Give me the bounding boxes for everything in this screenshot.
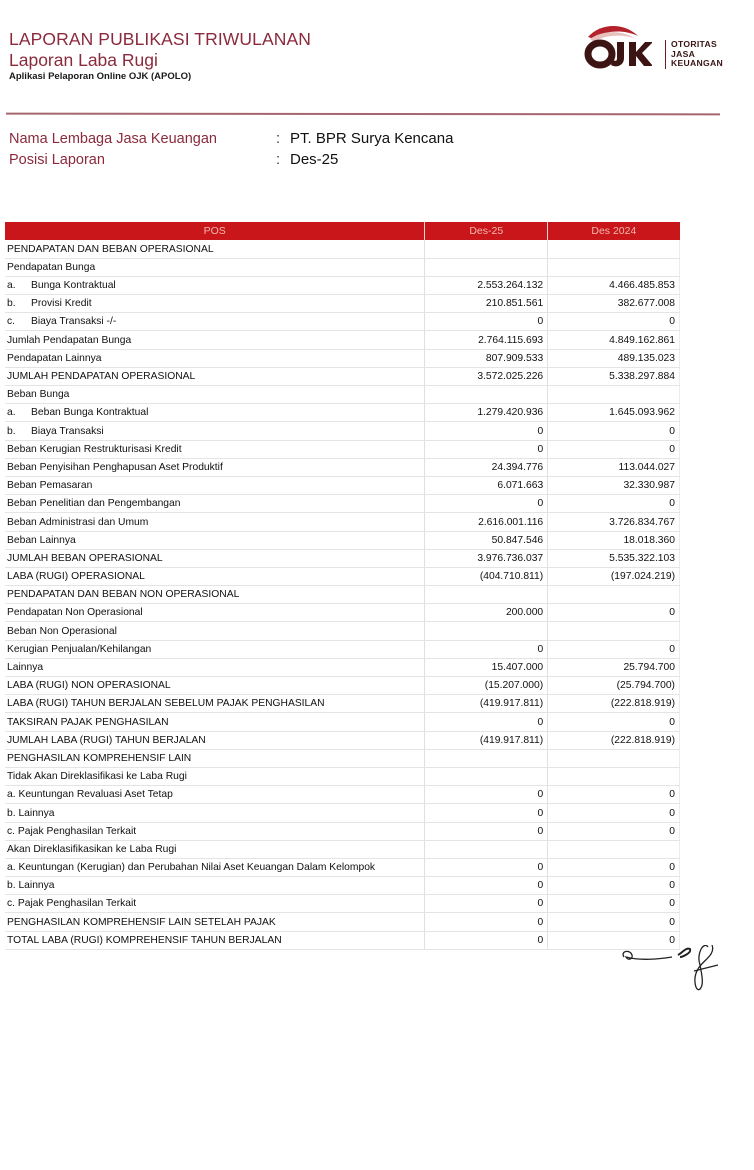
separator: : xyxy=(276,151,281,168)
table-row xyxy=(5,640,680,658)
position-value: Des-25 xyxy=(290,151,339,168)
row-label: b. Lainnya xyxy=(7,880,55,892)
table-row xyxy=(5,822,680,840)
row-label: LABA (RUGI) NON OPERASIONAL xyxy=(7,680,171,692)
report-subtitle: Laporan Laba Rugi xyxy=(9,50,158,70)
row-label-cell xyxy=(5,531,425,549)
table-row xyxy=(5,749,680,767)
value-previous: 0 xyxy=(548,313,680,331)
value-previous: 0 xyxy=(548,913,680,931)
row-label: LABA (RUGI) OPERASIONAL xyxy=(7,571,145,583)
table-row xyxy=(5,695,680,713)
row-label: Lainnya xyxy=(7,662,44,673)
table-row xyxy=(5,367,680,385)
value-current: 3.976.736.037 xyxy=(425,549,548,567)
row-label: Beban Bunga xyxy=(7,389,70,401)
value-previous: 5.535.322.103 xyxy=(548,549,680,567)
row-label: LABA (RUGI) TAHUN BERJALAN SEBELUM PAJAK PENGHASILAN xyxy=(7,698,325,710)
row-label-cell xyxy=(5,258,425,276)
row-label-cell xyxy=(5,276,425,294)
handwritten-signature-icon xyxy=(620,945,730,1015)
row-label-cell xyxy=(5,695,425,713)
table-row xyxy=(5,713,680,731)
value-previous: 0 xyxy=(548,640,680,658)
value-current: 0 xyxy=(425,822,548,840)
value-previous: 4.849.162.861 xyxy=(548,331,680,349)
row-marker: a. xyxy=(7,407,16,419)
institution-row xyxy=(9,128,453,149)
table-row xyxy=(5,458,680,476)
position-label: Posisi Laporan xyxy=(9,151,105,168)
value-previous: 0 xyxy=(548,858,680,876)
table-row xyxy=(5,276,680,294)
table-row xyxy=(5,513,680,531)
table-row xyxy=(5,658,680,676)
value-previous: 0 xyxy=(548,786,680,804)
row-label: Akan Direklasifikasikan ke Laba Rugi xyxy=(7,843,177,855)
row-label: a. Keuntungan Revaluasi Aset Tetap xyxy=(7,789,173,801)
row-label-cell xyxy=(5,713,425,731)
row-label-cell xyxy=(5,331,425,349)
value-current: 0 xyxy=(425,877,548,895)
table-row xyxy=(5,567,680,585)
report-header xyxy=(9,28,311,82)
row-label-cell xyxy=(5,567,425,585)
row-label-cell xyxy=(5,858,425,876)
value-previous: 5.338.297.884 xyxy=(548,367,680,385)
value-previous xyxy=(548,622,680,640)
row-label: Biaya Transaksi -/- xyxy=(31,316,117,328)
row-label-cell xyxy=(5,931,425,949)
row-label-cell xyxy=(5,767,425,785)
value-previous: 0 xyxy=(548,822,680,840)
value-previous: 0 xyxy=(548,931,680,949)
value-previous: 113.044.027 xyxy=(548,458,680,476)
value-current xyxy=(425,258,548,276)
row-label-cell xyxy=(5,622,425,640)
value-current: 0 xyxy=(425,931,548,949)
row-label-cell xyxy=(5,604,425,622)
table-row xyxy=(5,349,680,367)
row-label: Beban Pemasaran xyxy=(7,480,93,492)
table-row xyxy=(5,677,680,695)
row-label: Beban Kerugian Restrukturisasi Kredit xyxy=(7,443,182,455)
value-previous: 382.677.008 xyxy=(548,295,680,313)
row-label: Biaya Transaksi xyxy=(31,425,104,437)
value-current: 0 xyxy=(425,895,548,913)
value-current: 0 xyxy=(425,440,548,458)
value-previous: 489.135.023 xyxy=(548,349,680,367)
row-label: c. Pajak Penghasilan Terkait xyxy=(7,898,137,910)
value-previous: 0 xyxy=(548,713,680,731)
value-previous: (25.794.700) xyxy=(548,677,680,695)
row-label: Beban Bunga Kontraktual xyxy=(31,407,149,419)
table-row xyxy=(5,604,680,622)
table-row xyxy=(5,531,680,549)
table-row xyxy=(5,786,680,804)
row-label: PENDAPATAN DAN BEBAN OPERASIONAL xyxy=(7,243,214,255)
row-label-cell xyxy=(5,313,425,331)
row-label-cell xyxy=(5,822,425,840)
row-label-cell xyxy=(5,586,425,604)
table-row xyxy=(5,386,680,404)
table-row xyxy=(5,767,680,785)
report-title: LAPORAN PUBLIKASI TRIWULANAN xyxy=(9,29,312,49)
value-current: 807.909.533 xyxy=(425,349,548,367)
row-label: PENGHASILAN KOMPREHENSIF LAIN SETELAH PAJAK xyxy=(7,916,276,928)
row-label-cell xyxy=(5,913,425,931)
value-previous xyxy=(548,258,680,276)
value-current: 6.071.663 xyxy=(425,476,548,494)
row-label: Jumlah Pendapatan Bunga xyxy=(7,334,132,346)
value-current: 0 xyxy=(425,313,548,331)
value-current: 2.553.264.132 xyxy=(425,276,548,294)
row-label: PENDAPATAN DAN BEBAN NON OPERASIONAL xyxy=(7,589,240,601)
table-row xyxy=(5,476,680,494)
table-body xyxy=(5,240,680,949)
value-previous xyxy=(548,767,680,785)
table-row xyxy=(5,586,680,604)
value-previous: 0 xyxy=(548,895,680,913)
value-previous: 0 xyxy=(548,604,680,622)
value-previous: 18.018.360 xyxy=(548,531,680,549)
value-previous xyxy=(548,749,680,767)
table-header-row xyxy=(5,222,680,240)
value-previous: 25.794.700 xyxy=(548,658,680,676)
value-current: 200.000 xyxy=(425,604,548,622)
value-previous: 0 xyxy=(548,877,680,895)
value-current xyxy=(425,767,548,785)
position-row xyxy=(9,149,453,170)
value-current: (404.710.811) xyxy=(425,567,548,585)
ojk-logo xyxy=(576,20,726,76)
table-row xyxy=(5,840,680,858)
value-current: 0 xyxy=(425,422,548,440)
row-label-cell xyxy=(5,731,425,749)
row-label-cell xyxy=(5,786,425,804)
table-row xyxy=(5,877,680,895)
value-current xyxy=(425,749,548,767)
value-previous: (197.024.219) xyxy=(548,567,680,585)
value-current xyxy=(425,840,548,858)
row-marker: a. xyxy=(7,280,16,292)
logo-divider xyxy=(665,40,666,69)
row-label-cell xyxy=(5,458,425,476)
row-label: a. Keuntungan (Kerugian) dan Perubahan Nilai Aset Keuangan Dalam Kelompok xyxy=(7,862,376,874)
row-label-cell xyxy=(5,658,425,676)
table-row xyxy=(5,331,680,349)
value-current: (419.917.811) xyxy=(425,695,548,713)
row-label: TAKSIRAN PAJAK PENGHASILAN xyxy=(7,716,169,728)
institution-label: Nama Lembaga Jasa Keuangan xyxy=(9,130,217,147)
row-label-cell xyxy=(5,840,425,858)
value-previous: 0 xyxy=(548,804,680,822)
row-label: Pendapatan Bunga xyxy=(7,261,96,273)
row-label: Pendapatan Lainnya xyxy=(7,352,102,364)
value-previous xyxy=(548,586,680,604)
row-label: Beban Administrasi dan Umum xyxy=(7,516,149,528)
row-label: Beban Penyisihan Penghapusan Aset Produktif xyxy=(7,461,223,473)
row-label: Beban Non Operasional xyxy=(7,625,117,637)
row-label: Provisi Kredit xyxy=(31,298,92,310)
value-current: 0 xyxy=(425,495,548,513)
table-row xyxy=(5,313,680,331)
row-label: c. Pajak Penghasilan Terkait xyxy=(7,825,137,837)
value-current xyxy=(425,386,548,404)
value-current: 210.851.561 xyxy=(425,295,548,313)
row-label-cell xyxy=(5,295,425,313)
row-label-cell xyxy=(5,877,425,895)
value-previous: (222.818.919) xyxy=(548,731,680,749)
row-label-cell xyxy=(5,495,425,513)
value-current: 0 xyxy=(425,786,548,804)
row-label-cell xyxy=(5,386,425,404)
row-label: TOTAL LABA (RUGI) KOMPREHENSIF TAHUN BERJALAN xyxy=(7,934,282,946)
row-label-cell xyxy=(5,677,425,695)
institution-value: PT. BPR Surya Kencana xyxy=(290,130,454,147)
table-row xyxy=(5,858,680,876)
row-marker: b. xyxy=(7,425,16,437)
row-label-cell xyxy=(5,640,425,658)
row-label-cell xyxy=(5,404,425,422)
row-label-cell xyxy=(5,422,425,440)
value-previous: 1.645.093.962 xyxy=(548,404,680,422)
row-label-cell xyxy=(5,895,425,913)
row-label-cell xyxy=(5,367,425,385)
table-row xyxy=(5,440,680,458)
value-current: 2.616.001.116 xyxy=(425,513,548,531)
row-label: Kerugian Penjualan/Kehilangan xyxy=(7,643,152,655)
logo-text: OTORITAS JASA KEUANGAN xyxy=(671,39,724,69)
row-label-cell xyxy=(5,749,425,767)
value-current: 1.279.420.936 xyxy=(425,404,548,422)
table-row xyxy=(5,404,680,422)
table-row xyxy=(5,422,680,440)
report-meta xyxy=(9,128,453,170)
row-marker: c. xyxy=(7,316,16,328)
value-current: 2.764.115.693 xyxy=(425,331,548,349)
value-previous: 32.330.987 xyxy=(548,476,680,494)
table-row xyxy=(5,240,680,258)
table-row xyxy=(5,295,680,313)
table-row xyxy=(5,804,680,822)
table-row xyxy=(5,731,680,749)
value-current: 0 xyxy=(425,713,548,731)
value-current: 0 xyxy=(425,913,548,931)
table-row xyxy=(5,931,680,949)
value-current: 3.572.025.226 xyxy=(425,367,548,385)
ojk-logo-icon xyxy=(580,20,652,72)
table-row xyxy=(5,549,680,567)
column-header-current: Des-25 xyxy=(425,222,548,240)
value-current xyxy=(425,586,548,604)
row-label: Tidak Akan Direklasifikasi ke Laba Rugi xyxy=(7,771,187,783)
row-label: Pendapatan Non Operasional xyxy=(7,607,143,619)
value-previous: 0 xyxy=(548,495,680,513)
header-divider xyxy=(6,113,720,115)
row-label: PENGHASILAN KOMPREHENSIF LAIN xyxy=(7,752,192,764)
value-current: 24.394.776 xyxy=(425,458,548,476)
table-row xyxy=(5,895,680,913)
value-current: 50.847.546 xyxy=(425,531,548,549)
value-previous xyxy=(548,840,680,858)
value-current: 15.407.000 xyxy=(425,658,548,676)
value-current: 0 xyxy=(425,804,548,822)
row-label-cell xyxy=(5,804,425,822)
value-current: (419.917.811) xyxy=(425,731,548,749)
value-current: 0 xyxy=(425,858,548,876)
value-current: 0 xyxy=(425,640,548,658)
row-label: Bunga Kontraktual xyxy=(31,280,116,292)
value-current xyxy=(425,240,548,258)
row-label-cell xyxy=(5,549,425,567)
row-label: Beban Penelitian dan Pengembangan xyxy=(7,498,181,510)
row-marker: b. xyxy=(7,298,16,310)
row-label-cell xyxy=(5,349,425,367)
value-previous: 4.466.485.853 xyxy=(548,276,680,294)
value-current xyxy=(425,622,548,640)
table-row xyxy=(5,258,680,276)
table-row xyxy=(5,495,680,513)
row-label: JUMLAH PENDAPATAN OPERASIONAL xyxy=(7,371,196,382)
column-header-pos: POS xyxy=(5,222,425,240)
column-header-previous: Des 2024 xyxy=(548,222,680,240)
row-label: b. Lainnya xyxy=(7,807,55,819)
value-previous xyxy=(548,386,680,404)
value-previous: 0 xyxy=(548,440,680,458)
row-label-cell xyxy=(5,513,425,531)
row-label: Beban Lainnya xyxy=(7,534,76,546)
value-previous: (222.818.919) xyxy=(548,695,680,713)
row-label-cell xyxy=(5,476,425,494)
table-row xyxy=(5,913,680,931)
value-current: (15.207.000) xyxy=(425,677,548,695)
app-name: Aplikasi Pelaporan Online OJK (APOLO) xyxy=(9,71,192,82)
row-label-cell xyxy=(5,240,425,258)
row-label: JUMLAH LABA (RUGI) TAHUN BERJALAN xyxy=(7,734,206,746)
table-row xyxy=(5,622,680,640)
value-previous xyxy=(548,240,680,258)
value-previous: 3.726.834.767 xyxy=(548,513,680,531)
row-label-cell xyxy=(5,440,425,458)
value-previous: 0 xyxy=(548,422,680,440)
row-label: JUMLAH BEBAN OPERASIONAL xyxy=(7,552,163,564)
income-statement-table xyxy=(5,222,680,950)
separator: : xyxy=(276,130,281,147)
